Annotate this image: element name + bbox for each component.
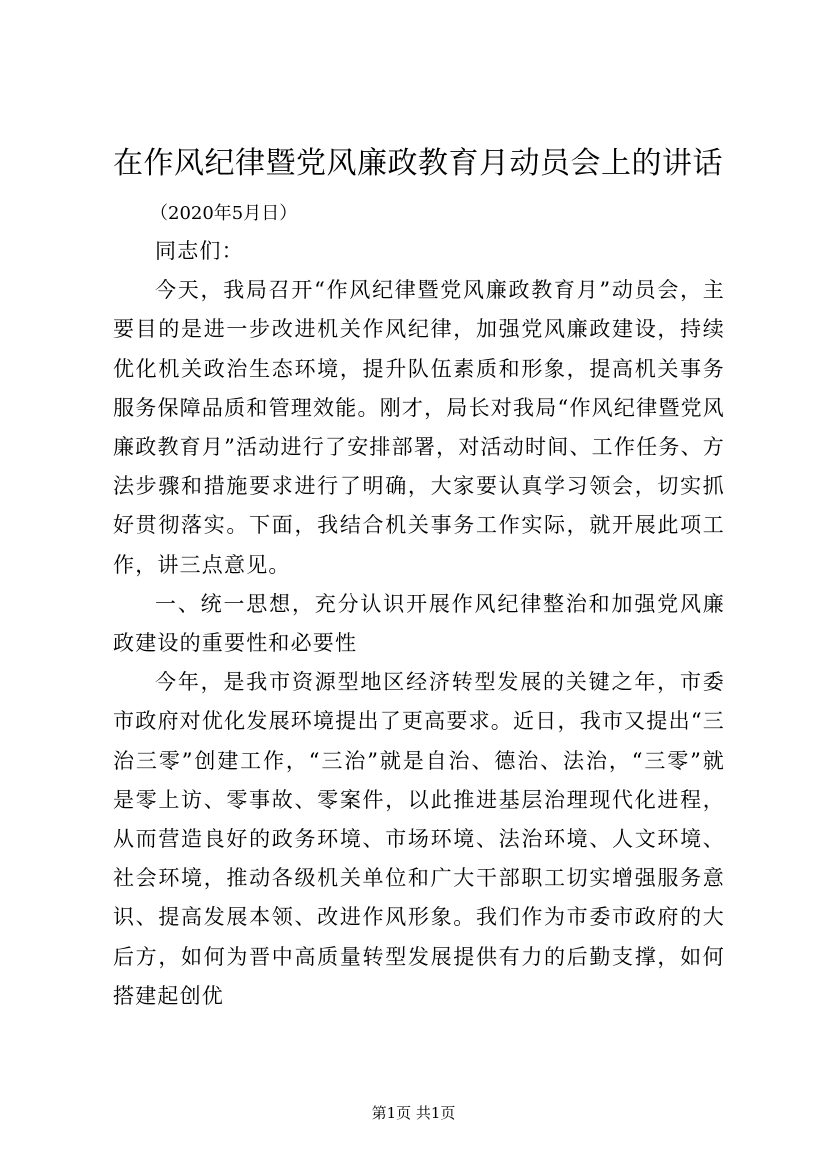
speech-date: （2020年5月日）: [150, 203, 298, 224]
body-paragraph: 今年，是我市资源型地区经济转型发展的关键之年，市委市政府对优化发展环境提出了更高要求。近日，我市又提出“三治三零”创建工作，“三治”就是自治、德治、法治，“三零”就是零上访、零事故、零案件，以此推进基层治理现代化进程，从而营造良好的政务环境、市场环境、法治环境、人文环境、社会环境，推动各级机关单位和广大干部职工切实增强服务意识、提高发展本领、改进作风形象。我们作为市委市政府的大后方，如何为晋中高质量转型发展提供有力的后勤支撑，如何搭建起创优: [113, 670, 725, 1008]
document-body: [113, 232, 725, 1016]
page-footer: 第1页 共1页: [371, 1104, 456, 1122]
section-heading-1: 一、统一思想，充分认识开展作风纪律整治和加强党风廉政建设的重要性和必要性: [113, 591, 725, 656]
document-title: 在作风纪律暨党风廉政教育月动员会上的讲话: [113, 146, 723, 181]
salutation-paragraph: 同志们：: [155, 239, 244, 263]
opening-paragraph: 今天，我局召开“作风纪律暨党风廉政教育月”动员会，主要目的是进一步改进机关作风纪律，加强党风廉政建设，持续优化机关政治生态环境，提升队伍素质和形象，提高机关事务服务保障品质和管理效能。刚才，局长对我局“作风纪律暨党风廉政教育月”活动进行了安排部署，对活动时间、工作任务、方法步骤和措施要求进行了明确，大家要认真学习领会，切实抓好贯彻落实。下面，我结合机关事务工作实际，就开展此项工作，讲三点意见。: [113, 278, 725, 577]
